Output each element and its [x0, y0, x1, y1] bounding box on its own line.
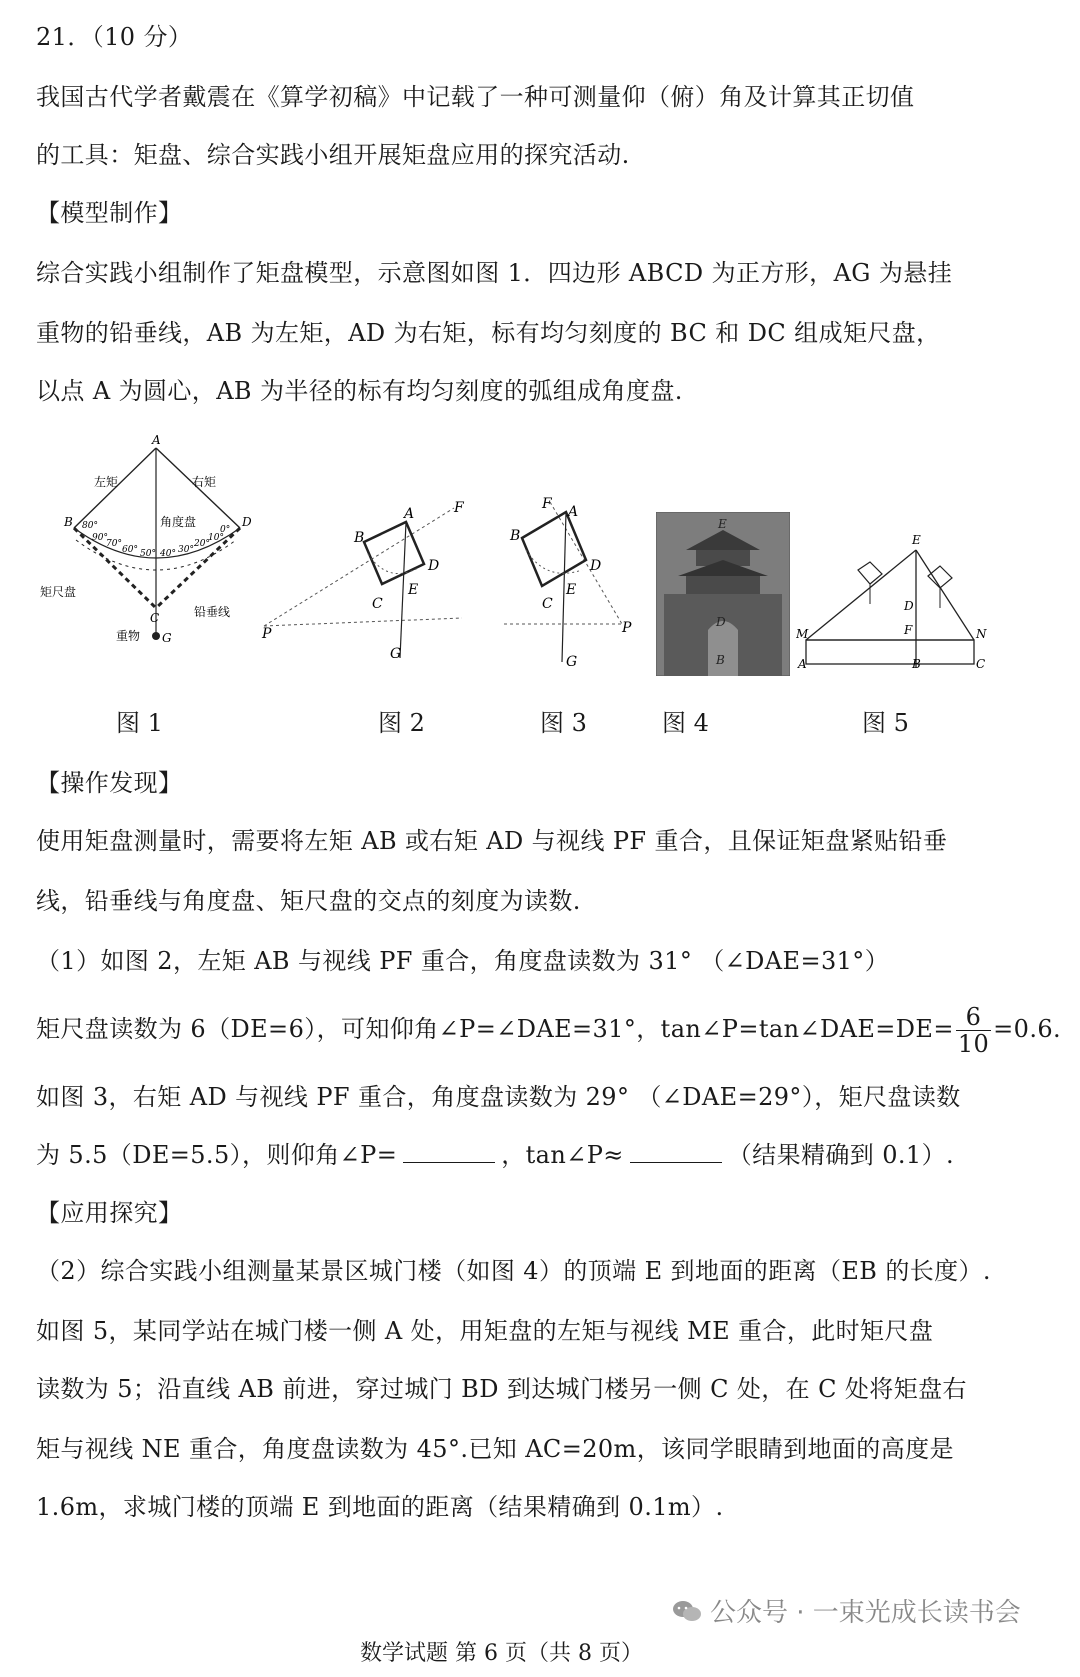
fig2-label-E: E [408, 582, 419, 598]
part1-line-2b: =0.6. [993, 1015, 1062, 1043]
fig1-deg-9: 0° [220, 525, 231, 535]
part1-line-2 [36, 1000, 1061, 1058]
watermark [672, 1592, 1021, 1629]
figure-5 [796, 530, 1016, 670]
fig1-label-A: A [152, 433, 161, 447]
caption-fig3: 图 3 [540, 709, 587, 737]
fig2-label-B: B [354, 530, 365, 546]
part1-line-4a: 为 5.5（DE=5.5），则仰角∠P= [36, 1141, 398, 1169]
fig3-label-D: D [590, 558, 602, 574]
caption-fig1: 图 1 [116, 709, 163, 737]
fig5-label-E: E [912, 533, 921, 547]
caption-fig2: 图 2 [378, 709, 425, 737]
fig3-label-E: E [566, 582, 577, 598]
part1-line-4 [36, 1140, 954, 1170]
intro-line-2: 的工具：矩盘、综合实践小组开展矩盘应用的探究活动. [36, 141, 630, 169]
page-footer: 数学试题 第 6 页（共 8 页） [360, 1641, 643, 1666]
fig1-right-label: 右矩 [192, 475, 217, 489]
figure-4 [656, 512, 790, 676]
fig2-label-P: P [262, 626, 272, 642]
fig5-label-A: A [798, 657, 807, 670]
section-model-title: 【模型制作】 [36, 199, 183, 227]
fig1-deg-4: 50° [140, 549, 156, 559]
section-discovery-title: 【操作发现】 [36, 769, 183, 797]
fig1-label-D: D [242, 515, 252, 529]
discovery-line-1: 使用矩盘测量时，需要将左矩 AB 或右矩 AD 与视线 PF 重合，且保证矩盘紧贴铅垂 [36, 827, 948, 855]
part1-line-4c: （结果精确到 0.1）. [727, 1141, 955, 1169]
part1-line-1: （1）如图 2，左矩 AB 与视线 PF 重合，角度盘读数为 31° （∠DAE=31°） [36, 947, 890, 975]
fig4-label-D: D [716, 615, 726, 629]
fig2-label-D: D [428, 558, 440, 574]
fig3-label-F: F [542, 496, 552, 512]
fig1-label-G: G [162, 631, 172, 645]
fig5-label-B: B [912, 657, 921, 670]
fig4-label-E: E [718, 517, 727, 531]
wechat-icon [672, 1600, 702, 1622]
fig2-label-G: G [390, 646, 402, 662]
fig1-deg-3: 60° [122, 545, 138, 555]
fig1-deg-0: 80° [82, 521, 98, 531]
fig2-label-C: C [372, 596, 383, 612]
model-line-1: 综合实践小组制作了矩盘模型，示意图如图 1．四边形 ABCD 为正方形，AG 为悬挂 [36, 259, 953, 287]
figure-row [36, 433, 1046, 720]
figure-3 [502, 494, 652, 674]
fig3-label-B: B [510, 528, 521, 544]
part2-line-4: 矩与视线 NE 重合，角度盘读数为 45°.已知 AC=20m，该同学眼睛到地面的高度是 [36, 1435, 954, 1463]
fig3-label-A: A [568, 504, 579, 520]
fig1-plumb-label: 铅垂线 [194, 605, 231, 619]
fraction [956, 1004, 991, 1057]
caption-fig4: 图 4 [662, 709, 709, 737]
part1-line-3: 如图 3，右矩 AD 与视线 PF 重合，角度盘读数为 29° （∠DAE=29°），矩尺盘读数 [36, 1083, 961, 1111]
fig1-label-B: B [64, 515, 73, 529]
fig1-label-C: C [150, 611, 160, 625]
figure-1 [36, 428, 266, 688]
question-header: 21．（10 分） [36, 23, 193, 51]
fig1-deg-5: 40° [160, 549, 176, 559]
fig1-ruler-label: 矩尺盘 [40, 585, 77, 599]
fig1-deg-6: 30° [178, 545, 194, 555]
part2-line-3: 读数为 5；沿直线 AB 前进，穿过城门 BD 到达城门楼另一侧 C 处，在 C 处将矩盘右 [36, 1375, 967, 1403]
fig1-weight-label: 重物 [116, 629, 141, 643]
fig1-deg-7: 20° [194, 539, 210, 549]
fig3-label-G: G [566, 654, 578, 670]
section-application-title: 【应用探究】 [36, 1199, 183, 1227]
fig1-deg-2: 70° [106, 539, 122, 549]
fig2-label-A: A [404, 506, 415, 522]
fig1-angle-label: 角度盘 [160, 515, 197, 529]
fraction-denominator: 10 [957, 1030, 990, 1058]
caption-fig5: 图 5 [862, 709, 909, 737]
intro-line-1: 我国古代学者戴震在《算学初稿》中记载了一种可测量仰（俯）角及计算其正切值 [36, 83, 915, 111]
model-line-2: 重物的铅垂线，AB 为左矩，AD 为右矩，标有均匀刻度的 BC 和 DC 组成矩尺盘， [36, 319, 941, 347]
model-line-3: 以点 A 为圆心，AB 为半径的标有均匀刻度的弧组成角度盘. [36, 377, 683, 405]
discovery-line-2: 线，铅垂线与角度盘、矩尺盘的交点的刻度为读数. [36, 887, 581, 915]
part2-line-2: 如图 5，某同学站在城门楼一侧 A 处，用矩盘的左矩与视线 ME 重合，此时矩尺盘 [36, 1317, 934, 1345]
fig1-left-label: 左矩 [94, 475, 119, 489]
part1-line-4b: ，tan∠P≈ [501, 1141, 624, 1169]
fig3-label-P: P [622, 620, 632, 636]
fig5-label-F: F [904, 623, 913, 637]
fig5-label-N: N [976, 627, 987, 641]
figure-2 [258, 498, 478, 668]
answer-blank-tan[interactable] [630, 1140, 722, 1163]
watermark-text: 公众号 · 一束光成长读书会 [710, 1598, 1021, 1628]
fig5-label-C: C [976, 657, 986, 670]
part1-line-2a: 矩尺盘读数为 6（DE=6），可知仰角∠P=∠DAE=31°，tan∠P=tan∠DAE=DE= [36, 1015, 954, 1043]
fig1-deg-1: 90° [92, 533, 108, 543]
answer-blank-angle[interactable] [403, 1140, 495, 1163]
fraction-numerator: 6 [956, 1004, 991, 1031]
fig3-label-C: C [542, 596, 553, 612]
fig4-label-B: B [716, 653, 725, 667]
fig1-deg-8: 10° [208, 533, 224, 543]
fig5-label-D: D [904, 599, 914, 613]
part2-line-5: 1.6m，求城门楼的顶端 E 到地面的距离（结果精确到 0.1m）. [36, 1493, 724, 1521]
fig5-label-M: M [796, 627, 809, 641]
fig2-label-F: F [454, 500, 464, 516]
part2-line-1: （2）综合实践小组测量某景区城门楼（如图 4）的顶端 E 到地面的距离（EB 的长度）. [36, 1257, 991, 1285]
